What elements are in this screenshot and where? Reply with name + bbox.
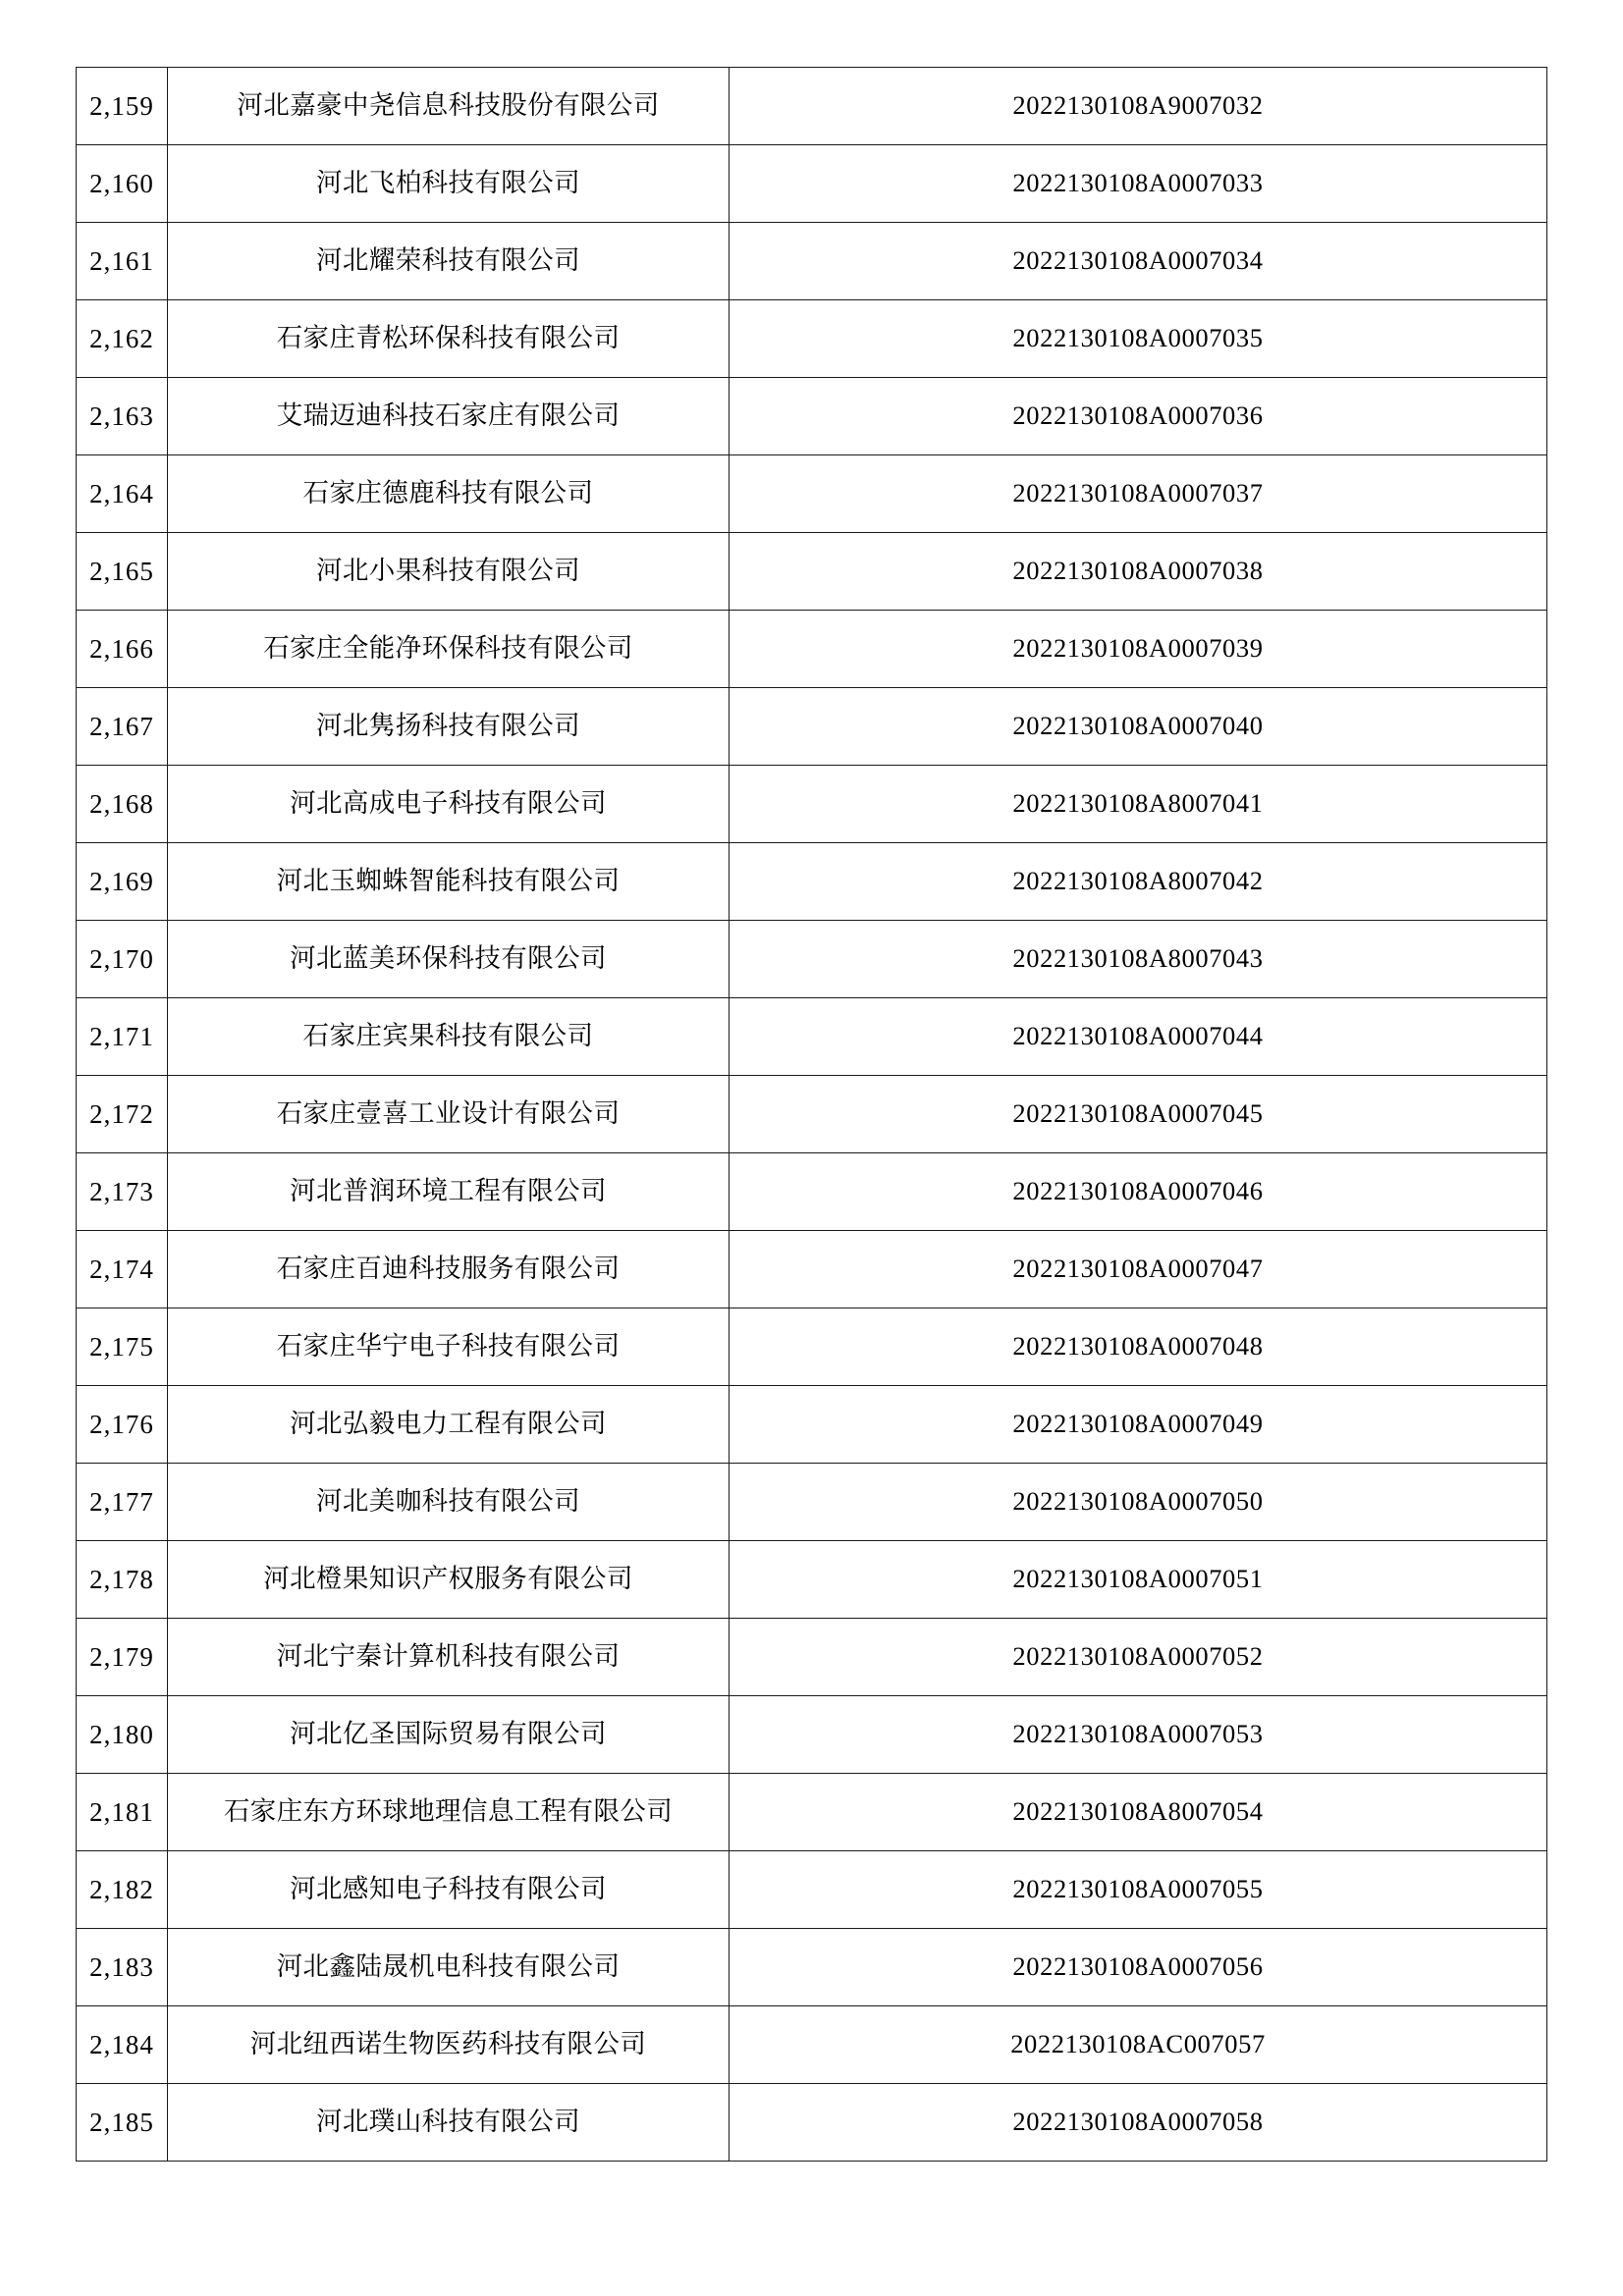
table-row	[77, 1076, 1547, 1153]
registration-number-cell: 2022130108A0007044	[730, 998, 1547, 1076]
row-index-cell: 2,162	[77, 300, 168, 378]
row-index-cell: 2,178	[77, 1541, 168, 1619]
enterprise-name-cell: 河北璞山科技有限公司	[168, 2084, 730, 2162]
registration-number-cell: 2022130108A8007042	[730, 843, 1547, 921]
row-index-cell: 2,180	[77, 1696, 168, 1774]
registration-number-cell: 2022130108A0007051	[730, 1541, 1547, 1619]
enterprise-name-cell: 河北耀荣科技有限公司	[168, 223, 730, 300]
row-index-cell: 2,182	[77, 1851, 168, 1929]
registration-number-cell: 2022130108A0007037	[730, 455, 1547, 533]
table-row	[77, 145, 1547, 223]
enterprise-name-cell: 河北橙果知识产权服务有限公司	[168, 1541, 730, 1619]
registration-number-cell: 2022130108A8007054	[730, 1774, 1547, 1851]
row-index-cell: 2,168	[77, 766, 168, 843]
enterprise-name-cell: 河北嘉豪中尧信息科技股份有限公司	[168, 68, 730, 145]
enterprise-name-cell: 石家庄百迪科技服务有限公司	[168, 1231, 730, 1308]
row-index-cell: 2,181	[77, 1774, 168, 1851]
enterprise-name-cell: 石家庄青松环保科技有限公司	[168, 300, 730, 378]
enterprise-name-cell: 河北高成电子科技有限公司	[168, 766, 730, 843]
enterprise-name-cell: 河北弘毅电力工程有限公司	[168, 1386, 730, 1464]
row-index-cell: 2,176	[77, 1386, 168, 1464]
row-index-cell: 2,160	[77, 145, 168, 223]
table-row	[77, 1774, 1547, 1851]
enterprise-name-cell: 河北鑫陆晟机电科技有限公司	[168, 1929, 730, 2006]
row-index-cell: 2,163	[77, 378, 168, 455]
registration-number-cell: 2022130108AC007057	[730, 2006, 1547, 2084]
table-row	[77, 1696, 1547, 1774]
row-index-cell: 2,164	[77, 455, 168, 533]
row-index-cell: 2,177	[77, 1464, 168, 1541]
enterprise-name-cell: 石家庄宾果科技有限公司	[168, 998, 730, 1076]
registration-number-cell: 2022130108A0007045	[730, 1076, 1547, 1153]
enterprise-registration-table	[76, 67, 1547, 2162]
registration-number-cell: 2022130108A0007035	[730, 300, 1547, 378]
enterprise-name-cell: 河北隽扬科技有限公司	[168, 688, 730, 766]
table-row	[77, 611, 1547, 688]
registration-number-cell: 2022130108A8007043	[730, 921, 1547, 998]
row-index-cell: 2,169	[77, 843, 168, 921]
registration-number-cell: 2022130108A0007056	[730, 1929, 1547, 2006]
enterprise-name-cell: 河北飞柏科技有限公司	[168, 145, 730, 223]
enterprise-name-cell: 河北玉蜘蛛智能科技有限公司	[168, 843, 730, 921]
row-index-cell: 2,161	[77, 223, 168, 300]
registration-number-cell: 2022130108A0007034	[730, 223, 1547, 300]
table-row	[77, 68, 1547, 145]
enterprise-name-cell: 河北宁秦计算机科技有限公司	[168, 1619, 730, 1696]
registration-number-cell: 2022130108A0007038	[730, 533, 1547, 611]
registration-number-cell: 2022130108A0007058	[730, 2084, 1547, 2162]
table-body	[77, 68, 1547, 2162]
table-row	[77, 1464, 1547, 1541]
enterprise-name-cell: 河北普润环境工程有限公司	[168, 1153, 730, 1231]
table-row	[77, 2006, 1547, 2084]
enterprise-name-cell: 河北美咖科技有限公司	[168, 1464, 730, 1541]
enterprise-name-cell: 石家庄壹喜工业设计有限公司	[168, 1076, 730, 1153]
row-index-cell: 2,175	[77, 1308, 168, 1386]
table-row	[77, 1541, 1547, 1619]
row-index-cell: 2,173	[77, 1153, 168, 1231]
registration-number-cell: 2022130108A0007040	[730, 688, 1547, 766]
enterprise-name-cell: 艾瑞迈迪科技石家庄有限公司	[168, 378, 730, 455]
table-row	[77, 843, 1547, 921]
registration-number-cell: 2022130108A0007049	[730, 1386, 1547, 1464]
registration-number-cell: 2022130108A0007033	[730, 145, 1547, 223]
table-row	[77, 223, 1547, 300]
table-row	[77, 533, 1547, 611]
row-index-cell: 2,184	[77, 2006, 168, 2084]
enterprise-name-cell: 石家庄德鹿科技有限公司	[168, 455, 730, 533]
table-row	[77, 1308, 1547, 1386]
registration-number-cell: 2022130108A0007046	[730, 1153, 1547, 1231]
row-index-cell: 2,179	[77, 1619, 168, 1696]
row-index-cell: 2,165	[77, 533, 168, 611]
table-row	[77, 300, 1547, 378]
registration-number-cell: 2022130108A8007041	[730, 766, 1547, 843]
enterprise-name-cell: 河北蓝美环保科技有限公司	[168, 921, 730, 998]
table-row	[77, 378, 1547, 455]
registration-number-cell: 2022130108A0007053	[730, 1696, 1547, 1774]
registration-number-cell: 2022130108A0007048	[730, 1308, 1547, 1386]
table-row	[77, 688, 1547, 766]
enterprise-name-cell: 河北纽西诺生物医药科技有限公司	[168, 2006, 730, 2084]
row-index-cell: 2,171	[77, 998, 168, 1076]
registration-number-cell: 2022130108A0007047	[730, 1231, 1547, 1308]
row-index-cell: 2,172	[77, 1076, 168, 1153]
table-row	[77, 998, 1547, 1076]
row-index-cell: 2,174	[77, 1231, 168, 1308]
enterprise-name-cell: 石家庄东方环球地理信息工程有限公司	[168, 1774, 730, 1851]
registration-number-cell: 2022130108A0007050	[730, 1464, 1547, 1541]
table-row	[77, 1851, 1547, 1929]
table-row	[77, 1619, 1547, 1696]
registration-number-cell: 2022130108A0007039	[730, 611, 1547, 688]
row-index-cell: 2,159	[77, 68, 168, 145]
row-index-cell: 2,166	[77, 611, 168, 688]
table-row	[77, 1231, 1547, 1308]
row-index-cell: 2,170	[77, 921, 168, 998]
enterprise-name-cell: 河北亿圣国际贸易有限公司	[168, 1696, 730, 1774]
table-row	[77, 1153, 1547, 1231]
table-row	[77, 1386, 1547, 1464]
row-index-cell: 2,183	[77, 1929, 168, 2006]
enterprise-name-cell: 石家庄华宁电子科技有限公司	[168, 1308, 730, 1386]
table-row	[77, 455, 1547, 533]
registration-number-cell: 2022130108A0007052	[730, 1619, 1547, 1696]
enterprise-name-cell: 河北感知电子科技有限公司	[168, 1851, 730, 1929]
row-index-cell: 2,185	[77, 2084, 168, 2162]
table-row	[77, 766, 1547, 843]
registration-number-cell: 2022130108A0007036	[730, 378, 1547, 455]
enterprise-name-cell: 石家庄全能净环保科技有限公司	[168, 611, 730, 688]
enterprise-name-cell: 河北小果科技有限公司	[168, 533, 730, 611]
registration-number-cell: 2022130108A9007032	[730, 68, 1547, 145]
registration-number-cell: 2022130108A0007055	[730, 1851, 1547, 1929]
row-index-cell: 2,167	[77, 688, 168, 766]
table-row	[77, 921, 1547, 998]
table-row	[77, 1929, 1547, 2006]
table-row	[77, 2084, 1547, 2162]
